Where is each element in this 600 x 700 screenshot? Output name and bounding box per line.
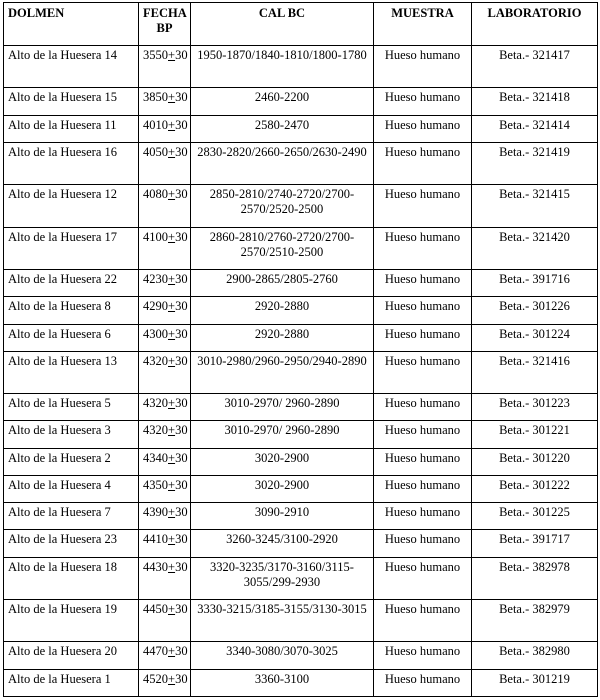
table-row	[4, 421, 598, 448]
cell-fecha-bp	[139, 88, 191, 115]
cell-muestra: Hueso humano	[374, 448, 472, 475]
cell-cal-bc: 3340-3080/3070-3025	[191, 642, 374, 669]
cell-muestra: Hueso humano	[374, 297, 472, 324]
cell-dolmen: Alto de la Huesera 5	[4, 394, 139, 421]
bp-error: 30	[175, 559, 188, 574]
cell-fecha-bp	[139, 475, 191, 502]
cell-dolmen: Alto de la Huesera 2	[4, 448, 139, 475]
cell-cal-bc: 2850-2810/2740-2720/2700-2570/2520-2500	[191, 185, 374, 227]
cell-muestra: Hueso humano	[374, 557, 472, 599]
bp-value: 3550	[143, 48, 168, 62]
cell-fecha-bp	[139, 600, 191, 642]
table-row	[4, 351, 598, 393]
cell-muestra: Hueso humano	[374, 421, 472, 448]
plus-minus-sign: +	[168, 326, 176, 341]
plus-minus-sign: +	[168, 187, 176, 202]
plus-minus-sign: +	[168, 272, 176, 287]
cell-laboratorio: Beta.- 301219	[472, 669, 598, 696]
cell-dolmen: Alto de la Huesera 16	[4, 142, 139, 184]
cell-dolmen: Alto de la Huesera 23	[4, 530, 139, 557]
cell-laboratorio: Beta.- 321415	[472, 185, 598, 227]
bp-error: 30	[175, 532, 188, 547]
cell-fecha-bp	[139, 227, 191, 269]
cell-laboratorio: Beta.- 391716	[472, 270, 598, 297]
cell-muestra: Hueso humano	[374, 270, 472, 297]
cell-fecha-bp	[139, 297, 191, 324]
cell-fecha-bp	[139, 669, 191, 696]
bp-error: 30	[175, 229, 188, 244]
cell-muestra: Hueso humano	[374, 324, 472, 351]
table-row	[4, 503, 598, 530]
bp-value: 4470	[143, 644, 168, 659]
plus-minus-sign: +	[168, 450, 176, 465]
cell-laboratorio: Beta.- 321417	[472, 46, 598, 88]
header-row	[4, 3, 598, 46]
cell-laboratorio: Beta.- 301224	[472, 324, 598, 351]
cell-dolmen: Alto de la Huesera 22	[4, 270, 139, 297]
radiocarbon-dates-table	[3, 2, 598, 697]
cell-cal-bc: 2900-2865/2805-2760	[191, 270, 374, 297]
cell-fecha-bp	[139, 394, 191, 421]
bp-error: 30	[175, 505, 188, 520]
cell-cal-bc: 3010-2970/ 2960-2890	[191, 421, 374, 448]
cell-cal-bc: 2920-2880	[191, 324, 374, 351]
header-cal-bc: CAL BC	[191, 3, 374, 46]
bp-value: 4230	[143, 272, 168, 287]
plus-minus-sign: +	[168, 144, 176, 159]
cell-fecha-bp	[139, 270, 191, 297]
cell-laboratorio: Beta.- 301225	[472, 503, 598, 530]
cell-cal-bc: 2920-2880	[191, 297, 374, 324]
bp-value: 4350	[143, 477, 168, 492]
table-row	[4, 530, 598, 557]
cell-dolmen: Alto de la Huesera 3	[4, 421, 139, 448]
cell-laboratorio: Beta.- 321414	[472, 115, 598, 142]
table-row	[4, 448, 598, 475]
bp-value: 3850	[143, 90, 168, 105]
bp-value: 4520	[143, 671, 168, 686]
table-row	[4, 642, 598, 669]
bp-value: 4430	[143, 559, 168, 574]
bp-value: 4320	[143, 353, 168, 368]
cell-cal-bc: 3260-3245/3100-2920	[191, 530, 374, 557]
cell-cal-bc: 2460-2200	[191, 88, 374, 115]
cell-fecha-bp	[139, 642, 191, 669]
cell-muestra: Hueso humano	[374, 227, 472, 269]
bp-error: 30	[175, 272, 188, 287]
cell-fecha-bp	[139, 46, 191, 88]
table-body	[4, 46, 598, 697]
cell-laboratorio: Beta.- 321420	[472, 227, 598, 269]
cell-cal-bc: 3360-3100	[191, 669, 374, 696]
plus-minus-sign: +	[168, 353, 176, 368]
bp-value: 4050	[143, 144, 168, 159]
cell-cal-bc: 3320-3235/3170-3160/3115-3055/299-2930	[191, 557, 374, 599]
cell-cal-bc: 3020-2900	[191, 475, 374, 502]
bp-error: 30	[175, 450, 188, 465]
bp-error: 30	[175, 602, 188, 617]
cell-fecha-bp	[139, 557, 191, 599]
cell-fecha-bp	[139, 185, 191, 227]
plus-minus-sign: +	[168, 90, 176, 105]
plus-minus-sign: +	[168, 477, 176, 492]
cell-laboratorio: Beta.- 382979	[472, 600, 598, 642]
cell-fecha-bp	[139, 421, 191, 448]
cell-laboratorio: Beta.- 321418	[472, 88, 598, 115]
bp-value: 4080	[143, 187, 168, 202]
bp-value: 4390	[143, 505, 168, 520]
bp-error: 30	[175, 326, 188, 341]
cell-laboratorio: Beta.- 382978	[472, 557, 598, 599]
table-row	[4, 557, 598, 599]
cell-muestra: Hueso humano	[374, 530, 472, 557]
cell-dolmen: Alto de la Huesera 8	[4, 297, 139, 324]
cell-laboratorio: Beta.- 301223	[472, 394, 598, 421]
bp-value: 4100	[143, 229, 168, 244]
table-row	[4, 669, 598, 696]
bp-error: 30	[175, 299, 188, 314]
cell-laboratorio: Beta.- 321419	[472, 142, 598, 184]
bp-error: 30	[175, 117, 188, 132]
cell-muestra: Hueso humano	[374, 475, 472, 502]
bp-value: 4300	[143, 326, 168, 341]
cell-cal-bc: 1950-1870/1840-1810/1800-1780	[191, 46, 374, 88]
bp-error: 30	[175, 423, 188, 438]
cell-laboratorio: Beta.- 301222	[472, 475, 598, 502]
cell-fecha-bp	[139, 351, 191, 393]
table-row	[4, 270, 598, 297]
table-row	[4, 185, 598, 227]
cell-fecha-bp	[139, 142, 191, 184]
cell-muestra: Hueso humano	[374, 669, 472, 696]
bp-error: 30	[175, 90, 188, 105]
cell-laboratorio: Beta.- 321416	[472, 351, 598, 393]
cell-muestra: Hueso humano	[374, 115, 472, 142]
cell-fecha-bp	[139, 503, 191, 530]
cell-laboratorio: Beta.- 301220	[472, 448, 598, 475]
bp-error: 30	[175, 48, 188, 62]
bp-value: 4340	[143, 450, 168, 465]
cell-dolmen: Alto de la Huesera 18	[4, 557, 139, 599]
cell-laboratorio: Beta.- 382980	[472, 642, 598, 669]
cell-muestra: Hueso humano	[374, 142, 472, 184]
bp-value: 4410	[143, 532, 168, 547]
cell-cal-bc: 2830-2820/2660-2650/2630-2490	[191, 142, 374, 184]
bp-error: 30	[175, 353, 188, 368]
bp-error: 30	[175, 144, 188, 159]
plus-minus-sign: +	[168, 532, 176, 547]
bp-error: 30	[175, 644, 188, 659]
cell-muestra: Hueso humano	[374, 351, 472, 393]
cell-cal-bc: 3330-3215/3185-3155/3130-3015	[191, 600, 374, 642]
cell-cal-bc: 3010-2980/2960-2950/2940-2890	[191, 351, 374, 393]
plus-minus-sign: +	[168, 229, 176, 244]
plus-minus-sign: +	[168, 423, 176, 438]
cell-cal-bc: 2860-2810/2760-2720/2700-2570/2510-2500	[191, 227, 374, 269]
cell-fecha-bp	[139, 115, 191, 142]
bp-value: 4010	[143, 117, 168, 132]
cell-dolmen: Alto de la Huesera 19	[4, 600, 139, 642]
plus-minus-sign: +	[168, 48, 176, 62]
cell-cal-bc: 3020-2900	[191, 448, 374, 475]
header-fecha-line1: FECHA	[143, 6, 187, 20]
table-row	[4, 297, 598, 324]
table-row	[4, 227, 598, 269]
cell-dolmen: Alto de la Huesera 1	[4, 669, 139, 696]
header-dolmen: DOLMEN	[4, 3, 139, 46]
header-fecha	[139, 3, 191, 46]
bp-error: 30	[175, 477, 188, 492]
cell-cal-bc: 2580-2470	[191, 115, 374, 142]
bp-error: 30	[175, 187, 188, 202]
plus-minus-sign: +	[168, 644, 176, 659]
cell-dolmen: Alto de la Huesera 20	[4, 642, 139, 669]
cell-dolmen: Alto de la Huesera 17	[4, 227, 139, 269]
cell-cal-bc: 3010-2970/ 2960-2890	[191, 394, 374, 421]
plus-minus-sign: +	[168, 559, 176, 574]
bp-value: 4450	[143, 602, 168, 617]
cell-muestra: Hueso humano	[374, 600, 472, 642]
bp-error: 30	[175, 396, 188, 411]
cell-dolmen: Alto de la Huesera 7	[4, 503, 139, 530]
cell-dolmen: Alto de la Huesera 14	[4, 46, 139, 88]
cell-muestra: Hueso humano	[374, 185, 472, 227]
plus-minus-sign: +	[168, 602, 176, 617]
cell-fecha-bp	[139, 324, 191, 351]
cell-muestra: Hueso humano	[374, 503, 472, 530]
header-laboratorio: LABORATORIO	[472, 3, 598, 46]
cell-fecha-bp	[139, 530, 191, 557]
table-row	[4, 475, 598, 502]
cell-dolmen: Alto de la Huesera 4	[4, 475, 139, 502]
plus-minus-sign: +	[168, 117, 176, 132]
cell-fecha-bp	[139, 448, 191, 475]
table-row	[4, 600, 598, 642]
bp-value: 4290	[143, 299, 168, 314]
header-fecha-line2: BP	[156, 21, 173, 35]
cell-muestra: Hueso humano	[374, 642, 472, 669]
cell-cal-bc: 3090-2910	[191, 503, 374, 530]
cell-dolmen: Alto de la Huesera 11	[4, 115, 139, 142]
plus-minus-sign: +	[168, 299, 176, 314]
cell-dolmen: Alto de la Huesera 6	[4, 324, 139, 351]
cell-laboratorio: Beta.- 301221	[472, 421, 598, 448]
table-row	[4, 142, 598, 184]
cell-laboratorio: Beta.- 301226	[472, 297, 598, 324]
bp-error: 30	[175, 671, 188, 686]
table-row	[4, 324, 598, 351]
plus-minus-sign: +	[168, 505, 176, 520]
cell-laboratorio: Beta.- 391717	[472, 530, 598, 557]
cell-muestra: Hueso humano	[374, 46, 472, 88]
plus-minus-sign: +	[168, 671, 176, 686]
cell-muestra: Hueso humano	[374, 394, 472, 421]
cell-dolmen: Alto de la Huesera 13	[4, 351, 139, 393]
bp-value: 4320	[143, 423, 168, 438]
table-row	[4, 46, 598, 88]
cell-muestra: Hueso humano	[374, 88, 472, 115]
header-muestra: MUESTRA	[374, 3, 472, 46]
cell-dolmen: Alto de la Huesera 15	[4, 88, 139, 115]
bp-value: 4320	[143, 396, 168, 411]
table-row	[4, 88, 598, 115]
cell-dolmen: Alto de la Huesera 12	[4, 185, 139, 227]
plus-minus-sign: +	[168, 396, 176, 411]
table-row	[4, 115, 598, 142]
table-row	[4, 394, 598, 421]
